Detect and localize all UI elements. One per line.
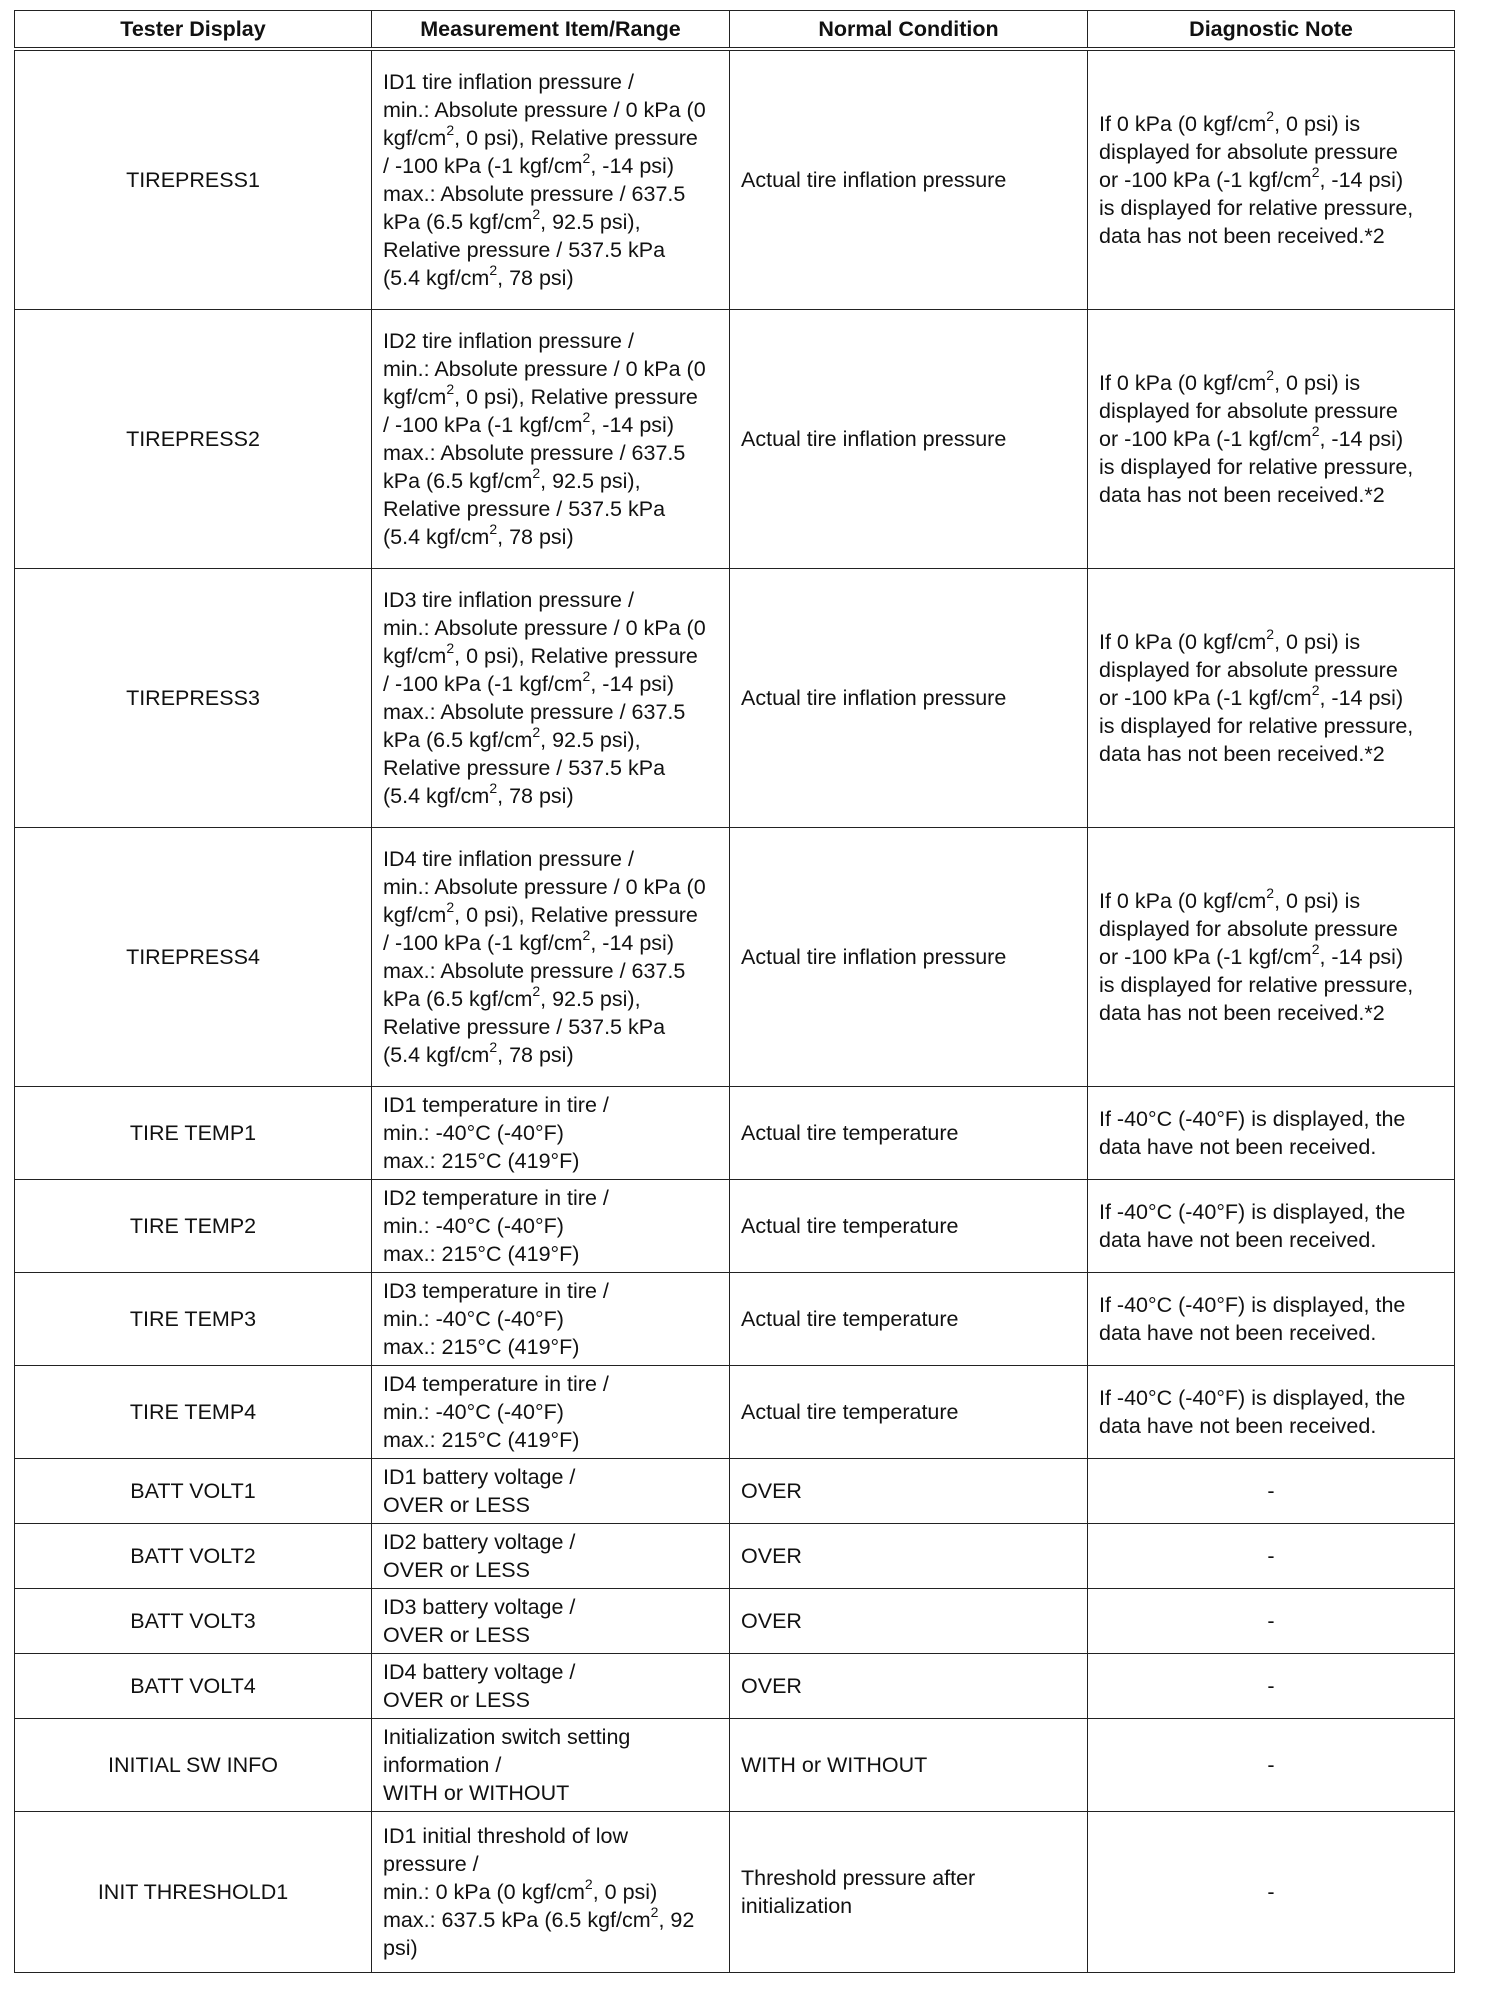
cell-line: initialization [741, 1894, 853, 1918]
cell-line: WITH or WITHOUT [383, 1781, 570, 1805]
line-text: , 0 psi), Relative pressure [454, 126, 698, 150]
cell-line: If -40°C (-40°F) is displayed, the [1099, 1200, 1406, 1224]
measurement-range-cell [372, 1366, 730, 1459]
diagnostic-note-cell [1088, 1366, 1455, 1459]
cell-line: OVER or LESS [383, 1493, 530, 1517]
cell-line [383, 261, 718, 292]
cell-line: ID3 battery voltage / [383, 1595, 576, 1619]
cell-line [383, 1903, 718, 1934]
cell-line [1099, 138, 1443, 166]
cell-line: Threshold pressure after [741, 1866, 976, 1890]
measurement-range-cell [372, 1654, 730, 1719]
line-text: If 0 kPa (0 kgf/cm [1099, 112, 1267, 136]
cell-line: ID1 temperature in tire / [383, 1093, 609, 1117]
line-text: / -100 kPa (-1 kgf/cm [383, 931, 583, 955]
line-text: ID4 tire inflation pressure / [383, 847, 634, 871]
line-text: (5.4 kgf/cm [383, 266, 490, 290]
cell-line [1099, 481, 1443, 509]
line-text: displayed for absolute pressure [1099, 917, 1398, 941]
cell-line [383, 180, 718, 208]
diagnostic-note-cell [1088, 49, 1455, 310]
measurement-range-cell [372, 1459, 730, 1524]
cell-line [1099, 107, 1443, 138]
line-text: ID1 initial threshold of low [383, 1824, 628, 1848]
cell-line [1099, 999, 1443, 1027]
cell-line [1099, 656, 1443, 684]
table-row [15, 310, 1455, 569]
line-text: displayed for absolute pressure [1099, 140, 1398, 164]
measurement-range-cell [372, 1180, 730, 1273]
cell-line [383, 355, 718, 383]
normal-condition-cell: OVER [730, 1654, 1088, 1719]
measurement-range-cell [372, 569, 730, 828]
cell-line: min.: -40°C (-40°F) [383, 1121, 564, 1145]
cell-line [383, 96, 718, 124]
line-text: , -14 psi) [1319, 945, 1404, 969]
normal-condition-cell: Actual tire temperature [730, 1366, 1088, 1459]
cell-line: max.: 215°C (419°F) [383, 1149, 580, 1173]
line-text: max.: 637.5 kPa (6.5 kgf/cm [383, 1908, 651, 1932]
cell-line [383, 639, 718, 670]
normal-condition-cell: Actual tire inflation pressure [730, 569, 1088, 828]
cell-line [383, 1038, 718, 1069]
normal-condition-cell: Actual tire temperature [730, 1087, 1088, 1180]
superscript: 2 [489, 520, 498, 537]
line-text: Relative pressure / 537.5 kPa [383, 756, 666, 780]
cell-line [1099, 681, 1443, 712]
table-row [15, 828, 1455, 1087]
table-body [15, 49, 1455, 1973]
header-tester-display: Tester Display [15, 11, 372, 50]
diagnostic-note-cell: - [1088, 1654, 1455, 1719]
superscript: 2 [1311, 163, 1320, 180]
measurement-range-cell [372, 1087, 730, 1180]
cell-line [383, 1822, 718, 1850]
cell-line [383, 236, 718, 264]
line-text: min.: Absolute pressure / 0 kPa (0 [383, 616, 706, 640]
superscript: 2 [532, 723, 541, 740]
line-text: , 78 psi) [497, 525, 574, 549]
table-row [15, 1180, 1455, 1273]
tester-display-cell: TIRE TEMP3 [15, 1273, 372, 1366]
superscript: 2 [582, 667, 591, 684]
line-text: or -100 kPa (-1 kgf/cm [1099, 427, 1312, 451]
line-text: data has not been received.*2 [1099, 742, 1385, 766]
measurement-range-cell [372, 1589, 730, 1654]
line-text: , 0 psi) is [1274, 889, 1361, 913]
tester-display-cell: INITIAL SW INFO [15, 1719, 372, 1812]
cell-line [383, 873, 718, 901]
cell-line [1099, 971, 1443, 999]
tester-display-cell: TIRE TEMP4 [15, 1366, 372, 1459]
cell-line [1099, 397, 1443, 425]
cell-line: information / [383, 1753, 502, 1777]
superscript: 2 [584, 1875, 593, 1892]
line-text: / -100 kPa (-1 kgf/cm [383, 154, 583, 178]
line-text: Relative pressure / 537.5 kPa [383, 1015, 666, 1039]
cell-line [383, 1875, 718, 1906]
cell-line [383, 495, 718, 523]
line-text: , 78 psi) [497, 1043, 574, 1067]
measurement-range-cell [372, 310, 730, 569]
normal-condition-cell: Actual tire temperature [730, 1273, 1088, 1366]
normal-condition-cell: WITH or WITHOUT [730, 1719, 1088, 1812]
diagnostic-note-cell: - [1088, 1812, 1455, 1973]
diagnostic-note-cell [1088, 569, 1455, 828]
line-text: max.: Absolute pressure / 637.5 [383, 441, 686, 465]
line-text: is displayed for relative pressure, [1099, 973, 1414, 997]
normal-condition-cell: OVER [730, 1589, 1088, 1654]
cell-line [383, 68, 718, 96]
normal-condition-cell: OVER [730, 1459, 1088, 1524]
cell-line [383, 926, 718, 957]
cell-line: OVER or LESS [383, 1558, 530, 1582]
superscript: 2 [489, 779, 498, 796]
line-text: is displayed for relative pressure, [1099, 714, 1414, 738]
line-text: displayed for absolute pressure [1099, 399, 1398, 423]
table-row [15, 1654, 1455, 1719]
cell-line: data have not been received. [1099, 1135, 1377, 1159]
diagnostic-note-cell: - [1088, 1524, 1455, 1589]
line-text: kgf/cm [383, 903, 447, 927]
line-text: , 92.5 psi), [540, 210, 641, 234]
line-text: , 0 psi) is [1274, 371, 1361, 395]
line-text: (5.4 kgf/cm [383, 1043, 490, 1067]
cell-line [383, 779, 718, 810]
tester-display-cell: TIREPRESS3 [15, 569, 372, 828]
cell-line [383, 439, 718, 467]
line-text: data has not been received.*2 [1099, 1001, 1385, 1025]
data-list-table [14, 10, 1455, 1973]
measurement-range-cell [372, 828, 730, 1087]
table-row [15, 1589, 1455, 1654]
line-text: If 0 kPa (0 kgf/cm [1099, 889, 1267, 913]
superscript: 2 [489, 261, 498, 278]
diagnostic-note-cell [1088, 1273, 1455, 1366]
line-text: / -100 kPa (-1 kgf/cm [383, 413, 583, 437]
tester-display-cell: BATT VOLT4 [15, 1654, 372, 1719]
line-text: , 0 psi) is [1274, 112, 1361, 136]
cell-line: data have not been received. [1099, 1414, 1377, 1438]
superscript: 2 [1266, 366, 1275, 383]
cell-line [1099, 915, 1443, 943]
line-text: (5.4 kgf/cm [383, 784, 490, 808]
cell-line: max.: 215°C (419°F) [383, 1428, 580, 1452]
line-text: is displayed for relative pressure, [1099, 455, 1414, 479]
superscript: 2 [532, 464, 541, 481]
tester-display-cell: TIRE TEMP2 [15, 1180, 372, 1273]
cell-line [1099, 740, 1443, 768]
superscript: 2 [532, 205, 541, 222]
normal-condition-cell: OVER [730, 1524, 1088, 1589]
header-diagnostic-note: Diagnostic Note [1088, 11, 1455, 50]
cell-line: OVER or LESS [383, 1688, 530, 1712]
line-text: , -14 psi) [590, 672, 674, 696]
normal-condition-cell: Actual tire inflation pressure [730, 828, 1088, 1087]
line-text: pressure / [383, 1852, 479, 1876]
line-text: , 92.5 psi), [540, 469, 641, 493]
table-row [15, 1719, 1455, 1812]
superscript: 2 [1311, 422, 1320, 439]
line-text: , 0 psi), Relative pressure [454, 385, 698, 409]
cell-line: ID3 temperature in tire / [383, 1279, 609, 1303]
cell-line: ID2 battery voltage / [383, 1530, 576, 1554]
measurement-range-cell [372, 1812, 730, 1973]
cell-line: Initialization switch setting [383, 1725, 631, 1749]
line-text: min.: 0 kPa (0 kgf/cm [383, 1880, 585, 1904]
normal-condition-cell: Actual tire temperature [730, 1180, 1088, 1273]
line-text: ID1 tire inflation pressure / [383, 70, 634, 94]
superscript: 2 [582, 926, 591, 943]
table-row [15, 1366, 1455, 1459]
cell-line: If -40°C (-40°F) is displayed, the [1099, 1293, 1406, 1317]
superscript: 2 [446, 121, 455, 138]
cell-line [1099, 940, 1443, 971]
diagnostic-note-cell [1088, 1087, 1455, 1180]
line-text: min.: Absolute pressure / 0 kPa (0 [383, 98, 706, 122]
cell-line [1099, 625, 1443, 656]
tester-display-cell: TIREPRESS1 [15, 49, 372, 310]
cell-line [1099, 222, 1443, 250]
measurement-range-cell [372, 1524, 730, 1589]
line-text: ID3 tire inflation pressure / [383, 588, 634, 612]
line-text: , -14 psi) [590, 154, 674, 178]
line-text: or -100 kPa (-1 kgf/cm [1099, 945, 1312, 969]
normal-condition-cell: Actual tire inflation pressure [730, 310, 1088, 569]
cell-line [1099, 422, 1443, 453]
line-text: kgf/cm [383, 126, 447, 150]
cell-line [383, 149, 718, 180]
cell-line: data have not been received. [1099, 1321, 1377, 1345]
table-row [15, 1273, 1455, 1366]
cell-line [383, 614, 718, 642]
line-text: data has not been received.*2 [1099, 483, 1385, 507]
cell-line: min.: -40°C (-40°F) [383, 1307, 564, 1331]
cell-line [383, 380, 718, 411]
tester-display-cell: TIRE TEMP1 [15, 1087, 372, 1180]
superscript: 2 [446, 639, 455, 656]
cell-line [1099, 712, 1443, 740]
line-text: , -14 psi) [1319, 427, 1404, 451]
line-text: , 0 psi), Relative pressure [454, 903, 698, 927]
line-text: , -14 psi) [590, 413, 674, 437]
page [14, 10, 1454, 1973]
line-text: , 0 psi), Relative pressure [454, 644, 698, 668]
line-text: psi) [383, 1936, 418, 1960]
line-text: displayed for absolute pressure [1099, 658, 1398, 682]
line-text: min.: Absolute pressure / 0 kPa (0 [383, 357, 706, 381]
line-text: , -14 psi) [590, 931, 674, 955]
superscript: 2 [1266, 107, 1275, 124]
tester-display-cell: TIREPRESS2 [15, 310, 372, 569]
cell-line: min.: -40°C (-40°F) [383, 1214, 564, 1238]
cell-line [1099, 366, 1443, 397]
cell-line [383, 205, 718, 236]
superscript: 2 [446, 898, 455, 915]
cell-line: ID2 temperature in tire / [383, 1186, 609, 1210]
table-row [15, 569, 1455, 828]
cell-line [383, 667, 718, 698]
cell-line: ID1 battery voltage / [383, 1465, 576, 1489]
line-text: If 0 kPa (0 kgf/cm [1099, 630, 1267, 654]
diagnostic-note-cell [1088, 1180, 1455, 1273]
line-text: kPa (6.5 kgf/cm [383, 728, 533, 752]
cell-line [383, 1850, 718, 1878]
cell-line: min.: -40°C (-40°F) [383, 1400, 564, 1424]
line-text: , -14 psi) [1319, 686, 1404, 710]
cell-line [383, 845, 718, 873]
line-text: kPa (6.5 kgf/cm [383, 210, 533, 234]
cell-line [1099, 163, 1443, 194]
header-row [15, 11, 1455, 50]
superscript: 2 [1266, 625, 1275, 642]
cell-line [383, 586, 718, 614]
line-text: kgf/cm [383, 644, 447, 668]
line-text: , -14 psi) [1319, 168, 1404, 192]
line-text: or -100 kPa (-1 kgf/cm [1099, 686, 1312, 710]
cell-line: If -40°C (-40°F) is displayed, the [1099, 1107, 1406, 1131]
cell-line [383, 982, 718, 1013]
line-text: ID2 tire inflation pressure / [383, 329, 634, 353]
line-text: , 78 psi) [497, 784, 574, 808]
cell-line [383, 464, 718, 495]
superscript: 2 [532, 982, 541, 999]
line-text: If 0 kPa (0 kgf/cm [1099, 371, 1267, 395]
superscript: 2 [489, 1038, 498, 1055]
table-row [15, 1524, 1455, 1589]
measurement-range-cell [372, 49, 730, 310]
line-text: , 78 psi) [497, 266, 574, 290]
cell-line [383, 698, 718, 726]
line-text: Relative pressure / 537.5 kPa [383, 238, 666, 262]
table-row [15, 1459, 1455, 1524]
cell-line [383, 121, 718, 152]
superscript: 2 [650, 1903, 659, 1920]
cell-line: max.: 215°C (419°F) [383, 1242, 580, 1266]
line-text: or -100 kPa (-1 kgf/cm [1099, 168, 1312, 192]
measurement-range-cell [372, 1273, 730, 1366]
superscript: 2 [1311, 681, 1320, 698]
table-row [15, 49, 1455, 310]
line-text: data has not been received.*2 [1099, 224, 1385, 248]
line-text: min.: Absolute pressure / 0 kPa (0 [383, 875, 706, 899]
line-text: kPa (6.5 kgf/cm [383, 987, 533, 1011]
line-text: is displayed for relative pressure, [1099, 196, 1414, 220]
line-text: max.: Absolute pressure / 637.5 [383, 959, 686, 983]
header-normal-condition: Normal Condition [730, 11, 1088, 50]
cell-line [1099, 453, 1443, 481]
diagnostic-note-cell [1088, 828, 1455, 1087]
line-text: Relative pressure / 537.5 kPa [383, 497, 666, 521]
tester-display-cell: TIREPRESS4 [15, 828, 372, 1087]
diagnostic-note-cell: - [1088, 1589, 1455, 1654]
superscript: 2 [582, 149, 591, 166]
line-text: kgf/cm [383, 385, 447, 409]
cell-line [383, 898, 718, 929]
superscript: 2 [446, 380, 455, 397]
line-text: kPa (6.5 kgf/cm [383, 469, 533, 493]
cell-line [1099, 884, 1443, 915]
cell-line [383, 723, 718, 754]
line-text: , 92.5 psi), [540, 987, 641, 1011]
measurement-range-cell [372, 1719, 730, 1812]
tester-display-cell: BATT VOLT3 [15, 1589, 372, 1654]
cell-line: If -40°C (-40°F) is displayed, the [1099, 1386, 1406, 1410]
superscript: 2 [1311, 940, 1320, 957]
cell-line [1099, 194, 1443, 222]
line-text: , 0 psi) is [1274, 630, 1361, 654]
line-text: , 92 [658, 1908, 695, 1932]
diagnostic-note-cell: - [1088, 1459, 1455, 1524]
cell-line [383, 957, 718, 985]
line-text: max.: Absolute pressure / 637.5 [383, 700, 686, 724]
tester-display-cell: BATT VOLT1 [15, 1459, 372, 1524]
tester-display-cell: INIT THRESHOLD1 [15, 1812, 372, 1973]
diagnostic-note-cell [1088, 310, 1455, 569]
table-row [15, 1812, 1455, 1973]
header-measurement-item: Measurement Item/Range [372, 11, 730, 50]
cell-line [383, 1013, 718, 1041]
cell-line: ID4 battery voltage / [383, 1660, 576, 1684]
line-text: max.: Absolute pressure / 637.5 [383, 182, 686, 206]
tester-display-cell: BATT VOLT2 [15, 1524, 372, 1589]
superscript: 2 [1266, 884, 1275, 901]
cell-line [383, 520, 718, 551]
cell-line [383, 327, 718, 355]
line-text: (5.4 kgf/cm [383, 525, 490, 549]
cell-line [383, 1934, 718, 1962]
diagnostic-note-cell: - [1088, 1719, 1455, 1812]
cell-line [383, 408, 718, 439]
normal-condition-cell: Actual tire inflation pressure [730, 49, 1088, 310]
table-row [15, 1087, 1455, 1180]
line-text: / -100 kPa (-1 kgf/cm [383, 672, 583, 696]
cell-line: ID4 temperature in tire / [383, 1372, 609, 1396]
line-text: , 92.5 psi), [540, 728, 641, 752]
cell-line: max.: 215°C (419°F) [383, 1335, 580, 1359]
line-text: , 0 psi) [592, 1880, 658, 1904]
superscript: 2 [582, 408, 591, 425]
cell-line: data have not been received. [1099, 1228, 1377, 1252]
cell-line [383, 754, 718, 782]
normal-condition-cell [730, 1812, 1088, 1973]
cell-line: OVER or LESS [383, 1623, 530, 1647]
